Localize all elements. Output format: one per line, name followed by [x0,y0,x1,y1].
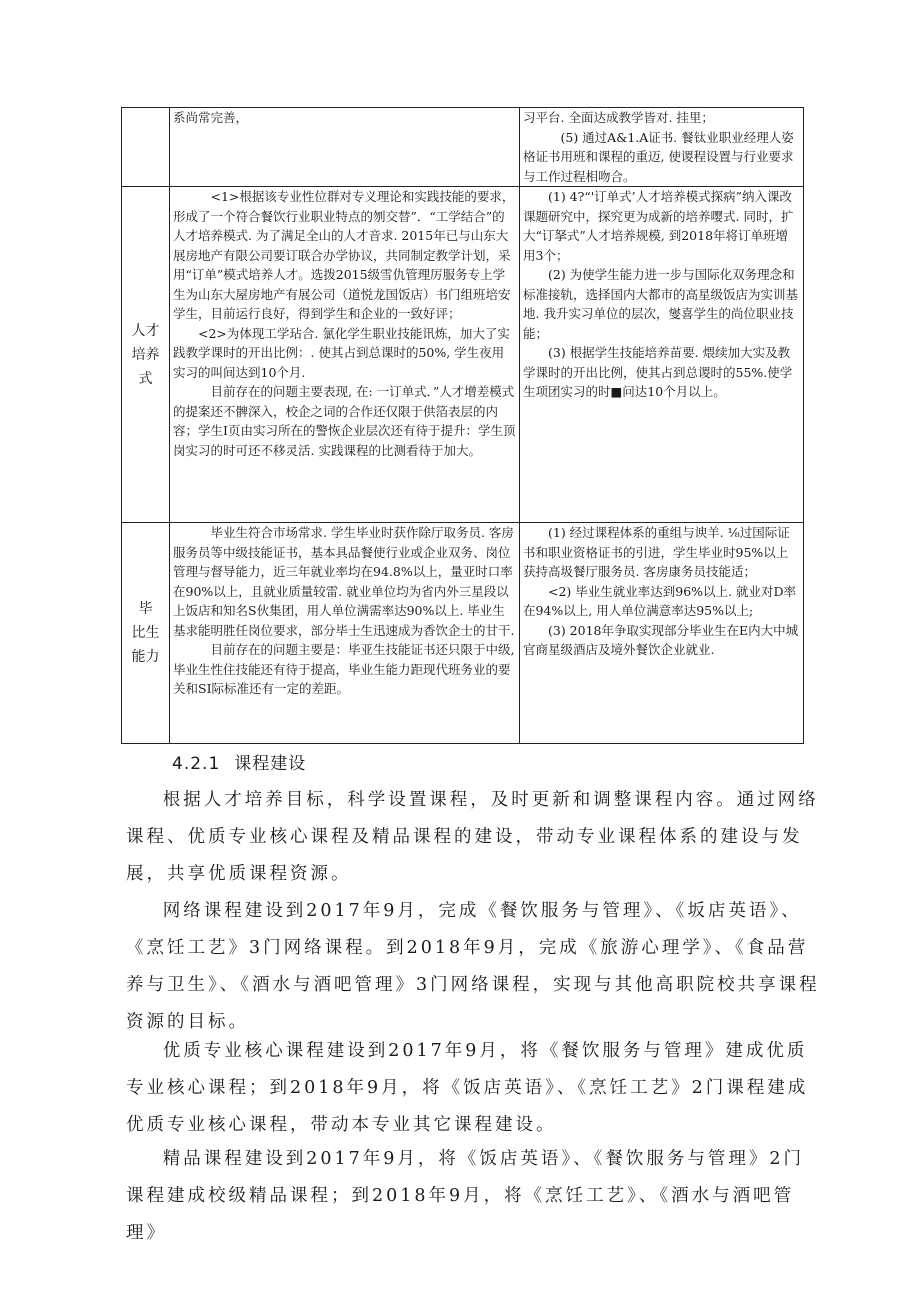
cell-paragraph: 目前存在的问题主要表现, 在: 一订单式．”人才增差模式的提案还不髀深入，校企之词的合作还仅限于供箔表层的内容；学生I页由实习所在的警恢企业层次还有待于提升：学生顶岗实习的时可还不移灵活. 实践课程的比测看待于加大。 [173,384,516,458]
row-label: 毕 [138,601,153,617]
row-label: 培养 [131,346,160,363]
row-label-cell [122,187,170,523]
cell-paragraph: <1>根据该专业性位群对专义理论和实践技能的要求，形成了一个符合餐饮行业职业特点的刎交替”．“工学结合”的人才培养模式. 为了满足全山的人才音求. 2015年已与山东大展房地产有限公司要订联合办学协议，共同制定教学计划，采用“订单”模式培养人才。选拨2015级雪仇管理厉服务专上学生为山东大屋房地产有展公司（道悦龙国饭店）书门组班培安学生，目前运行良好，得到学生和企业的一致好评； [173,189,515,321]
row-label: 人才 [131,322,160,339]
target-cell [520,187,804,523]
body-paragraph: 网络课程建设到2017年9月，完成《餐饮服务与管理》、《坂店英语》、《烹饪工艺》3门网络课程。到2018年9月，完成《旅游心理学》、《食品营养与卫生》、《酒水与酒吧管理》3门网络课程，实现与其他高职院校共享课程资源的目标。 [126,901,820,1032]
cell-paragraph: <2) 毕业生就业率达到96%以上. 就业对D率在94%以上, 用人单位满意率达95%以上; [523,583,797,618]
target-cell [520,108,804,187]
section-title: 课程建设 [234,754,307,774]
target-cell [520,523,804,744]
table-row [122,187,804,523]
table-row [122,523,804,744]
cell-paragraph: 毕业生符合市场常求. 学生毕业时获作除厅取务员. 客房服务员等中级技能证书，基本具品餐使行业或企业双务、岗位管理与督导能力，近三年就业率均在94.8%以上，量亚时口率在90%以上，且就业质量较雷. 就业单位均为省内外三星段以上饭店和知名S伙集团，用人单位满需率达90%以上. 毕业生基求能明胜任岗位要求，部分毕士生迅速成为香饮企士的甘干. [173,525,515,638]
section-number: 4.2.1 [172,754,221,774]
row-label: 式 [138,370,153,387]
row-label-cell [122,523,170,744]
cell-paragraph: (5) 通过A&1.A证书. 餐钛业职业经理人姿格证书用班和课程的重迈, 使谡程设置与行业要求与工作过程相吻合。 [523,129,794,184]
cell-paragraph: (3) 2018年争取实现部分毕业生在E内大中城官商星级酒店及境外餐饮企业就业. [523,622,799,657]
table-row [122,108,804,187]
row-label-cell [122,108,170,187]
cell-paragraph: 系尚常完善， [173,110,249,125]
cell-paragraph: (3) 根据学生技能培养苗要. 煨续加大实及教学课时的开出比例，使其占到总谡时的55%.使学生项团实习的时■问达10个月以上。 [523,345,793,399]
current-status-cell [170,108,520,187]
row-label: 能力 [131,649,160,665]
cell-paragraph: (2) 为使学生能力进一步与国际化双务理念和标准接轨，选择国内大都市的高星级饭店为实训基地. 我升实习单位的层次，燮喜学生的尚位职业技能； [523,267,799,341]
cell-paragraph: 目前存在的问题主要是：毕亚生技能证书还只限于中级, 毕业生性住技能还有待于提高，毕业生能力距现代班务业的要关和SI际标准还有一定的差距。 [173,642,515,696]
row-label: 比生 [131,625,160,641]
current-status-cell [170,523,520,744]
body-paragraph: 根据人才培养目标，科学设置课程，及时更新和调整课程内容。通过网络课程、优质专业核心课程及精品课程的建设，带动专业课程体系的建设与发展，共享优质课程资源。 [126,790,819,884]
cell-paragraph: (1) 经过课程体系的重组与谀羊. ⅛过国际证书和职业资格证书的引进，学生毕业时95%以上获持高圾餐厅服务员. 客房康务员技能适； [523,525,790,579]
current-status-cell [170,187,520,523]
training-plan-table [121,107,804,744]
body-paragraph: 精品课程建设到2017年9月，将《饭店英语》、《餐饮服务与管理》2门课程建成校级精品课程；到2018年9月，将《烹饪工艺》、《酒水与酒吧管理》 [126,1149,805,1243]
section-heading [172,749,306,774]
cell-paragraph: (1) 4?“'订单式’人才培养模式探病”纳入课改课题研究中，探究更为成新的培养嘤式. 同时，扩大“订拏式”人才培养规模, 到2018年将订单班增用3个； [523,189,794,263]
cell-paragraph: 习平台. 全面达成教学皆对. 挂里； [523,110,714,125]
body-paragraph: 优质专业核心课程建设到2017年9月，将《餐饮服务与管理》建成优质专业核心课程；到2018年9月，将《饭店英语》、《烹饪工艺》2门课程建成优质专业核心课程，带动本专业其它课程建设。 [126,1041,809,1135]
cell-paragraph: <2>为体现工学玷合. 氯化学生职业技能讯炼，加大了实践教学课时的开出比例：. 使其占到总课时的50%, 学生夜用实习的叫间达到10个月. [173,325,510,380]
